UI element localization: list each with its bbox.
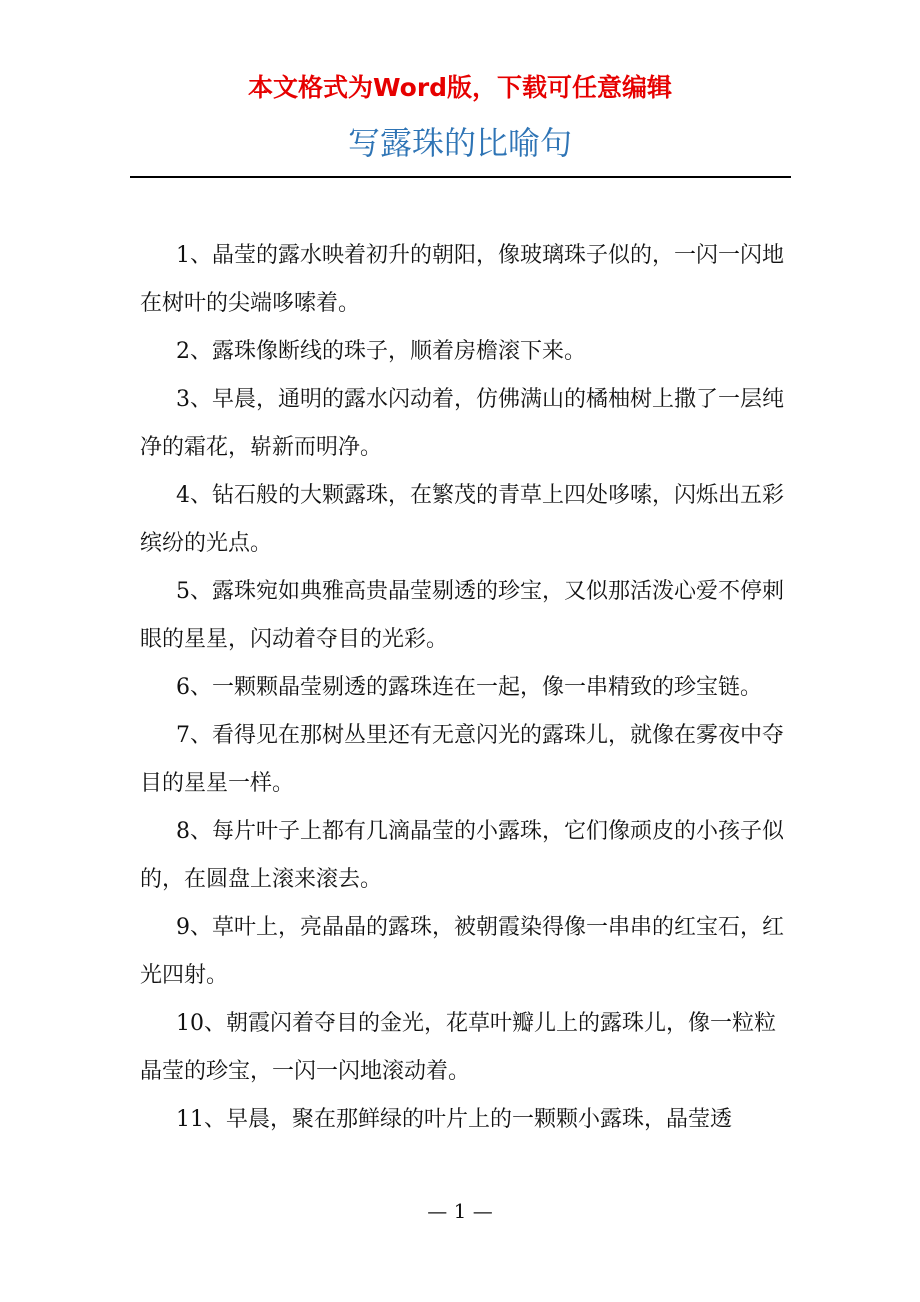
sentence-paragraph: 8、每片叶子上都有几滴晶莹的小露珠，它们像顽皮的小孩子似的，在圆盘上滚来滚去。 [140, 819, 784, 892]
sentence-paragraph: 6、一颗颗晶莹剔透的露珠连在一起，像一串精致的珍宝链。 [176, 675, 762, 700]
document-body [140, 232, 785, 1144]
sentence-paragraph: 5、露珠宛如典雅高贵晶莹剔透的珍宝，又似那活泼心爱不停刺眼的星星，闪动着夺目的光彩。 [140, 579, 784, 652]
sentence-paragraph: 10、朝霞闪着夺目的金光，花草叶瓣儿上的露珠儿，像一粒粒晶莹的珍宝，一闪一闪地滚动着。 [140, 1011, 776, 1084]
sentence-paragraph: 2、露珠像断线的珠子，顺着房檐滚下来。 [176, 339, 586, 364]
download-banner: 本文格式为Word版，下载可任意编辑 [247, 73, 673, 102]
sentence-paragraph: 11、早晨，聚在那鲜绿的叶片上的一颗颗小露珠，晶莹透 [176, 1107, 732, 1132]
sentence-paragraph: 1、晶莹的露水映着初升的朝阳，像玻璃珠子似的，一闪一闪地在树叶的尖端哆嗦着。 [140, 243, 784, 316]
sentence-paragraph: 7、看得见在那树丛里还有无意闪光的露珠儿，就像在雾夜中夺目的星星一样。 [140, 723, 784, 796]
title-divider [130, 176, 791, 178]
document-title: 写露珠的比喻句 [347, 124, 572, 162]
sentence-paragraph: 4、钻石般的大颗露珠，在繁茂的青草上四处哆嗦，闪烁出五彩缤纷的光点。 [140, 483, 784, 556]
sentence-paragraph: 9、草叶上，亮晶晶的露珠，被朝霞染得像一串串的红宝石，红光四射。 [140, 915, 784, 988]
sentence-paragraph: 3、早晨，通明的露水闪动着，仿佛满山的橘柚树上撒了一层纯净的霜花，崭新而明净。 [140, 387, 784, 460]
page-number: — 1 — [427, 1199, 493, 1223]
